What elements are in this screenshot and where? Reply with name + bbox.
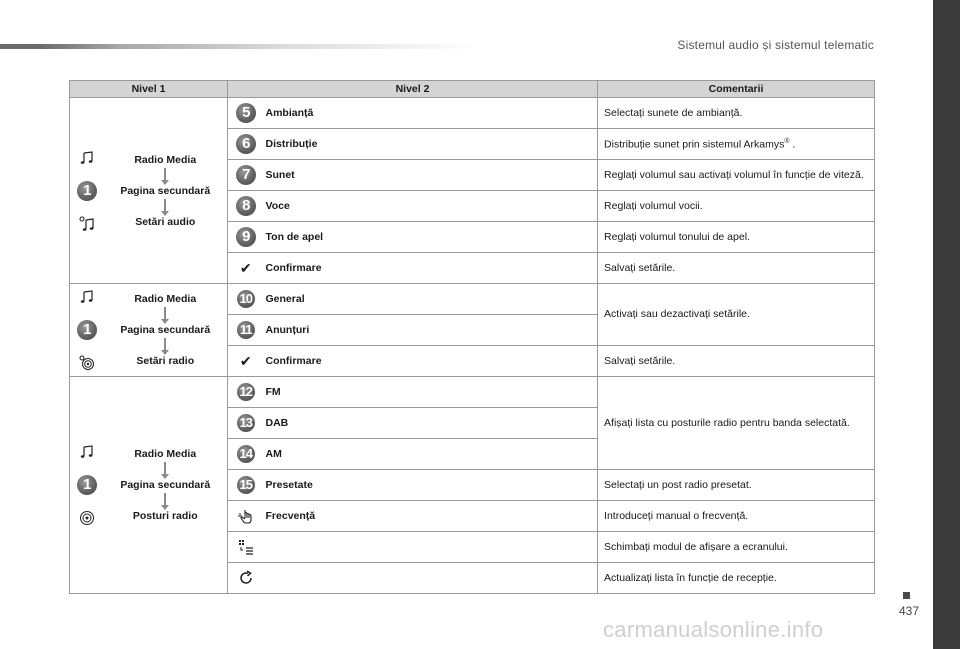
- level2-anunturi: Anunțuri: [264, 315, 598, 346]
- radio-settings-icon: [78, 354, 96, 372]
- level1-path: [104, 377, 228, 594]
- level1-radio-settings: Setări radio: [136, 355, 195, 367]
- step-badge-12: 12: [237, 383, 255, 401]
- step-badge-9: 9: [236, 227, 256, 247]
- comment-confirmare: Salvați setările.: [598, 253, 875, 284]
- down-arrow-icon: [164, 338, 166, 352]
- down-arrow-icon: [164, 168, 166, 182]
- page-number: 437: [899, 604, 920, 618]
- music-settings-icon: [78, 215, 96, 233]
- display-mode-icon: [237, 538, 255, 556]
- level1-icons: [70, 377, 104, 594]
- level1-radio-media: Radio Media: [134, 293, 197, 305]
- level2-presetate: Presetate: [264, 470, 598, 501]
- level2-general: General: [264, 284, 598, 315]
- comment-voce: Reglați volumul vocii.: [598, 191, 875, 222]
- comment-ton-de-apel: Reglați volumul tonului de apel.: [598, 222, 875, 253]
- level2-refresh: [264, 563, 598, 594]
- step-badge-1: 1: [77, 181, 97, 201]
- step-badge-5: 5: [236, 103, 256, 123]
- level1-radio-media: Radio Media: [134, 153, 197, 166]
- side-bar: [933, 0, 960, 649]
- check-icon: ✔: [239, 352, 252, 369]
- step-badge-13: 13: [237, 414, 255, 432]
- level2-sunet: Sunet: [264, 160, 598, 191]
- level1-audio-settings: Setări audio: [135, 215, 196, 228]
- level2-ton-de-apel: Ton de apel: [264, 222, 598, 253]
- comment-confirmare: Salvați setările.: [598, 346, 875, 377]
- level2-display-mode: [264, 532, 598, 563]
- comment-ambianta: Selectați sunete de ambianță.: [598, 98, 875, 129]
- column-header-nivel1: Nivel 1: [70, 81, 228, 98]
- step-badge-8: 8: [236, 196, 256, 216]
- page-marker: [903, 592, 910, 599]
- column-header-nivel2: Nivel 2: [228, 81, 598, 98]
- step-badge-10: 10: [237, 290, 255, 308]
- column-header-comentarii: Comentarii: [598, 81, 875, 98]
- music-note-icon: [78, 443, 96, 461]
- level2-ambianta: Ambianță: [264, 98, 598, 129]
- level1-icons: [70, 98, 104, 284]
- down-arrow-icon: [164, 307, 166, 321]
- level2-frecventa: Frecvență: [264, 501, 598, 532]
- hand-touch-icon: [237, 507, 255, 525]
- header-rule: [0, 44, 480, 49]
- comment-sunet: Reglați volumul sau activați volumul în funcție de viteză.: [598, 160, 875, 191]
- level1-secondary-page: Pagina secundară: [120, 479, 211, 491]
- level1-radio-stations: Posturi radio: [132, 510, 198, 522]
- step-badge-15: 15: [237, 476, 255, 494]
- comment-general: Activați sau dezactivați setările.: [598, 284, 875, 346]
- step-badge-11: 11: [237, 321, 255, 339]
- level1-radio-media: Radio Media: [134, 448, 197, 460]
- radio-icon: [78, 509, 96, 527]
- table-row: [70, 284, 875, 315]
- comment-frecventa: Introduceți manual o frecvență.: [598, 501, 875, 532]
- level2-distributie: Distribuție: [264, 129, 598, 160]
- level2-confirmare: Confirmare: [264, 346, 598, 377]
- comment-presetate: Selectați un post radio presetat.: [598, 470, 875, 501]
- level2-confirmare: Confirmare: [264, 253, 598, 284]
- table-header-row: [70, 81, 875, 98]
- music-note-icon: [78, 288, 96, 306]
- header-title: Sistemul audio și sistemul telematic: [677, 38, 874, 52]
- level2-fm: FM: [264, 377, 598, 408]
- refresh-icon: [237, 569, 255, 587]
- table-row: [70, 377, 875, 408]
- level2-am: AM: [264, 439, 598, 470]
- settings-table: [69, 80, 875, 594]
- step-badge-7: 7: [236, 165, 256, 185]
- level1-secondary-page: Pagina secundară: [120, 324, 211, 336]
- table-row: [70, 98, 875, 129]
- comment-display-mode: Schimbați modul de afișare a ecranului.: [598, 532, 875, 563]
- down-arrow-icon: [164, 199, 166, 213]
- level1-secondary-page: Pagina secundară: [120, 184, 211, 197]
- level1-icons: [70, 284, 104, 377]
- level2-voce: Voce: [264, 191, 598, 222]
- watermark: carmanualsonline.info: [603, 617, 824, 642]
- down-arrow-icon: [164, 493, 166, 507]
- check-icon: ✔: [239, 259, 252, 276]
- step-badge-14: 14: [237, 445, 255, 463]
- registered-mark: ®: [784, 137, 790, 145]
- music-note-icon: [78, 149, 96, 167]
- step-badge-6: 6: [236, 134, 256, 154]
- level1-path: [104, 284, 228, 377]
- down-arrow-icon: [164, 462, 166, 476]
- level2-dab: DAB: [264, 408, 598, 439]
- step-badge-1: 1: [77, 320, 97, 340]
- comment-band-list: Afișați lista cu posturile radio pentru banda selectată.: [598, 377, 875, 470]
- comment-distributie: Distribuție sunet prin sistemul Arkamys® .: [598, 129, 875, 160]
- level1-path: [104, 98, 228, 284]
- step-badge-1: 1: [77, 475, 97, 495]
- comment-refresh: Actualizați lista în funcție de recepție.: [598, 563, 875, 594]
